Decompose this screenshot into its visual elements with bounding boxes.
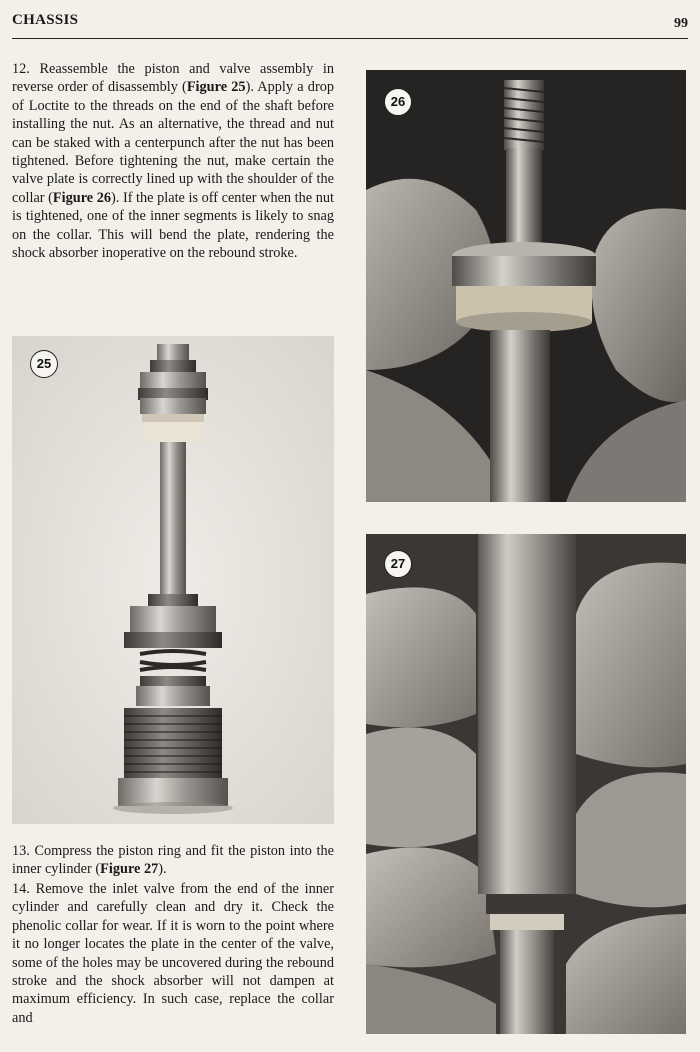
- step-14: [12, 880, 334, 1027]
- step-13: [12, 842, 334, 879]
- step-text: Compress the piston ring and fit the piston into the inner cylinder (: [12, 843, 334, 878]
- step-12: [12, 60, 334, 262]
- shaft-collar-illustration: [366, 70, 686, 502]
- figure-25-photo: [12, 336, 334, 824]
- step-text: Remove the inlet valve from the end of the inner cylinder and carefully clean and dry it. Check the phenolic collar for wear. If it is worn to the point where it no longer locates the plate in the center of the valve, some of the holes may be uncovered during the rebound stroke and the shock absorber will not dampen at maximum efficiency. In such case, replace the collar and: [12, 881, 334, 1026]
- step-text: ). Apply a drop of Loctite to the threads on the end of the shaft before installing the nut. As an alternative, the thread and nut can be staked with a centerpunch after the nut has been tightened. Before tightening the nut, make certain the valve plate is correctly lined up with the shoulder of the collar (: [12, 79, 335, 206]
- figure-26-photo: [366, 70, 686, 502]
- section-title: CHASSIS: [12, 12, 79, 28]
- step-number: 13.: [12, 843, 30, 859]
- piston-assembly-illustration: [12, 336, 334, 824]
- figure-27-number: 27: [384, 550, 412, 578]
- figure-25-number: 25: [30, 350, 58, 378]
- step-text: Reassemble the piston and valve assembly in reverse order of disassembly (: [12, 61, 334, 96]
- figure-reference: Figure 25: [186, 79, 246, 96]
- figure-26-number: 26: [384, 88, 412, 116]
- step-number: 14.: [12, 881, 30, 897]
- figure-reference: Figure 27: [100, 861, 159, 878]
- figure-reference: Figure 26: [52, 189, 112, 206]
- step-13-paragraph: [12, 842, 334, 879]
- cylinder-insertion-illustration: [366, 534, 686, 1034]
- page-header: [12, 10, 688, 39]
- step-number: 12.: [12, 61, 30, 77]
- step-14-paragraph: [12, 880, 334, 1027]
- figure-27-photo: [366, 534, 686, 1034]
- page-number: 99: [674, 16, 688, 31]
- step-text: ).: [158, 861, 167, 878]
- step-12-paragraph: [12, 60, 334, 262]
- step-text: ). If the plate is off center when the nut is tightened, one of the inner segments is likely to snag on the collar. This will bend the plate, rendering the shock absorber inoperative on the rebound stroke.: [12, 189, 334, 262]
